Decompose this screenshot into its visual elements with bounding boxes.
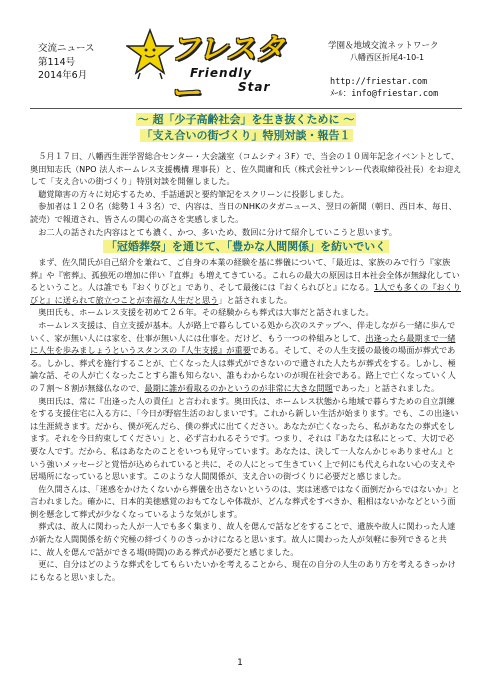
article-subtitle xyxy=(30,128,462,144)
star-icon xyxy=(126,28,174,80)
title-line-2: 「支え合いの街づくり」特別対談・報告１ xyxy=(141,129,351,142)
issue-number: 第114号 xyxy=(38,56,76,68)
intro-para: お二人の話された内容はとても濃く、かつ、多いため、数回に分けて紹介していこうと思います。 xyxy=(38,226,397,237)
org-info xyxy=(328,40,478,100)
issue-date: 2014年6月 xyxy=(38,70,88,81)
underlined-text: 1人でも多くの『おくりびと』に送られて旅立つことが幸福な人生だと思う xyxy=(30,282,461,305)
body-para xyxy=(30,319,462,395)
issue-info xyxy=(38,42,100,83)
body-para: 葬式は、故人に関わった人が一人でも多く集まり、故人を偲んで話などをすることで、遺族や故人に関わった人達が新たな人間関係を紡ぐ究極の絆づくりのきっかけになると思います。故人に関わった人が気軽に参列できると共に、故人を偲んで話ができる場(時間)のある葬式が必要だと感じました。 xyxy=(30,521,456,557)
org-name: 学園＆地域交流ネットワーク xyxy=(328,41,439,51)
page-number: 1 xyxy=(237,658,243,668)
body-text: 」と話されました。 xyxy=(218,294,293,305)
intro-para: 聴覚障害の方々に対応するため、手話通訳と要約筆記をスクリーンに投影しました。 xyxy=(38,188,349,199)
underlined-text: 出逢ったら最期まで一緒に人生を歩みましょうというスタンスの『人生支援』が重要 xyxy=(30,332,456,356)
logo-subtitle-2: Star xyxy=(238,80,271,94)
body-text: まず、佐久間氏が自己紹介を兼ねて、ご自身の本業の経験を基に葬儀について、「最近は、家族のみで行う『家族葬』や『密葬』、孤独死の増加に伴い『直葬』も増えてきている。これらの最大の原因は日本社会全体が無縁化しているということ。人は誰でも『おくりびと』であり、そして最後には『おくられびと』になる。 xyxy=(30,257,460,293)
email-link[interactable]: ﾒｰﾙ：info@friestar.com xyxy=(330,89,439,99)
newsletter-name: 交流ニュース xyxy=(38,43,95,54)
friendly-star-logo xyxy=(118,18,298,111)
intro-text xyxy=(30,150,462,238)
body-text: であった」と話されました。 xyxy=(332,382,440,393)
logo-title: フレスター xyxy=(170,32,284,111)
intro-para: 参加者は１２０名（総勢１４３名）で、内容は、当日のNHKのタガニュース、翌日の新聞（朝日、西日本、毎日、読売）で報道され、皆さんの関心の高さを実感しました。 xyxy=(30,201,457,224)
website-link[interactable]: http://friestar.com xyxy=(330,77,428,87)
body-text: ホームレス支援は、自立支援が基本。人が路上で暮らしている処から次のステップへ、伴走しながら一緒に歩んでいく、家が無い人には家を、仕事が無い人には仕事を。だけど、もう一つの枠組みとして、 xyxy=(30,319,456,343)
logo-subtitle-1: Friendly xyxy=(190,66,253,80)
org-address: 八幡西区折尾4-10-1 xyxy=(350,53,425,62)
body-para: 佐久間さんは、「迷惑をかけたくないから葬儀を出さないというのは、実は迷惑ではなく面倒だからではないか」と言われました。確かに、日本的美徳感覚のおもてなしや体裁が、どんな葬式をすべきか、粗相はないかなどという面倒を懸念して葬式が少なくなっているような気がします。 xyxy=(30,483,460,519)
body-text: である。そして、その人生支援の最後の場面が葬式である。しかし、葬式を施行することが、亡くなった人は葬式ができないので遺された人たちが葬式をする。しかし、極論な話、その人が亡くなったことすら誰も知らない、誰もわからないのが現在社会である。路上で亡くなっていく人の７割～８割が無縁仏なので、 xyxy=(30,345,456,393)
body-para: 奥田氏は、常に『出逢った人の責任』と言われます。奥田氏は、ホームレス状態から地域で暮らすための自立訓練をする支援住宅に入る方に、「今日が野宿生活のおしまいです。これから新しい生活が始まります。でも、この出逢いは生涯続きます。だから、僕が死んだら、僕の葬式に出てください。あなたが亡くなったら、私があなたの葬式をします。それを今日約束してください」と、必ず言われるそうです。つまり、それは『あなたは私にとって、大切で必要な人です。だから、私はあなたのことをいつも見守っています。あなたは、決して一人なんかじゃありません』という強いメッセージと覚悟が込められていると共に、その人にとって生きていく上で何にも代えられない心の支えや居場所になっていると思います。このような人間関係が、支え合いの街づくりに必要だと感じました。 xyxy=(30,395,459,482)
section-heading xyxy=(30,238,462,254)
body-para: 奥田氏も、ホームレス支援を初めて２６年。その経験からも葬式は大事だと話されました。 xyxy=(38,307,374,318)
title-line-1: ～ 超「少子高齢社会」を生き抜くために ～ xyxy=(137,113,355,126)
article-title xyxy=(30,112,462,128)
body-para xyxy=(30,256,462,306)
underlined-text: 最期に誰が看取るのかというのが非常に大きな問題 xyxy=(144,382,333,393)
body-para: 更に、自分はどのような葬式をしてもらいたいかを考えることから、現在の自分の人生のあり方を考えるきっかけにもなると思いました。 xyxy=(30,559,456,582)
article-body xyxy=(30,256,462,583)
header-divider xyxy=(30,108,462,109)
section-heading-text: 「冠婚葬祭」を通じて、「豊かな人間関係」を紡いでいく xyxy=(103,240,389,253)
intro-para: ５月１７日、八幡西生涯学習総合センター・大会議室（コムシティ３F）で、当会の１０周年記念イベントとして、奥田知志氏（NPO 法人ホームレス支援機構 理事長）と、佐久間庸和氏（株式会社サンレー代表取締役社長）をお迎えして「支え合いの街づくり」特別対談を開催しました。 xyxy=(30,151,462,187)
